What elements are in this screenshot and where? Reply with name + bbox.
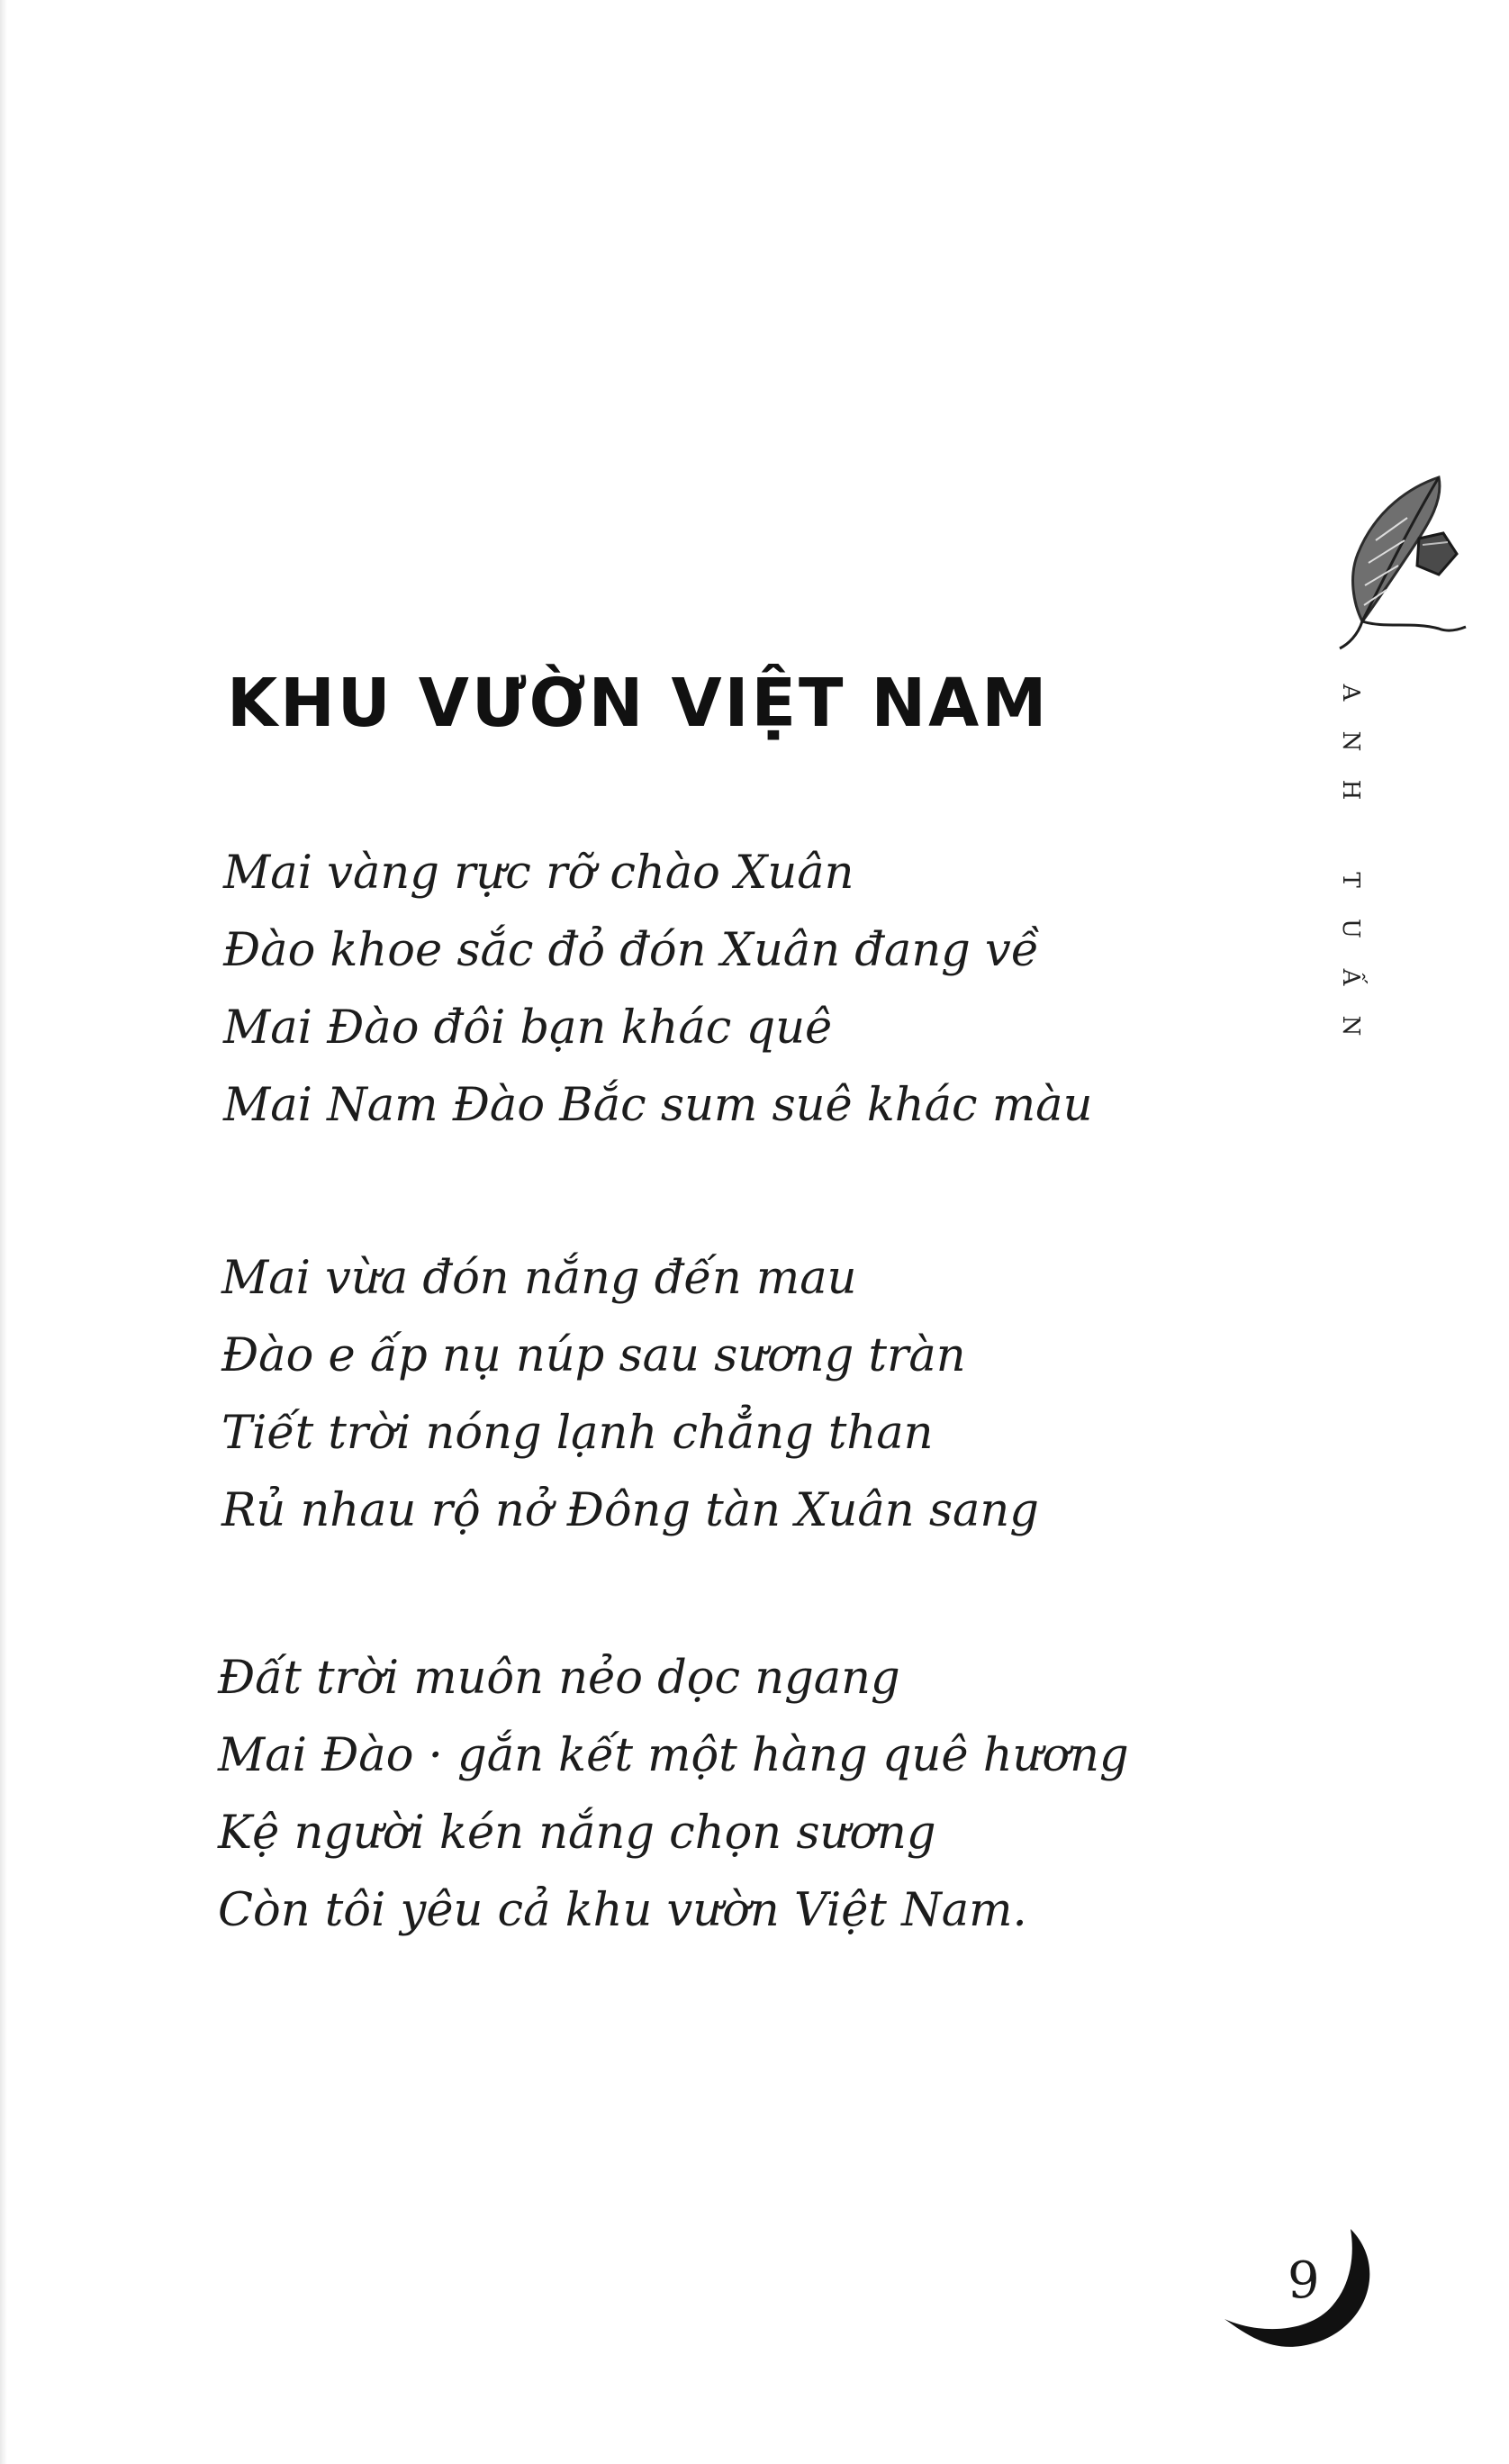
poem-line: Đào e ấp nụ núp sau sương tràn [221, 1329, 966, 1382]
poem-line: Mai vừa đón nắng đến mau [221, 1252, 857, 1305]
poem-line: Mai Đào · gắn kết một hàng quê hương [218, 1729, 1129, 1782]
page-edge [0, 0, 7, 2464]
page-number: 9 [1288, 2251, 1320, 2310]
poem-line: Còn tôi yêu cả khu vườn Việt Nam. [218, 1884, 1027, 1937]
poem-line: Tiết trời nóng lạnh chẳng than [221, 1407, 934, 1460]
poem-line: Mai Đào đôi bạn khác quê [223, 1001, 833, 1055]
author-letter: N [1337, 730, 1364, 752]
author-letter: N [1337, 1015, 1364, 1037]
quill-ink-icon [1322, 468, 1475, 657]
poem-line: Mai vàng rực rỡ chào Xuân [223, 847, 854, 900]
poem-line: Mai Nam Đào Bắc sum suê khác màu [223, 1079, 1093, 1132]
poem-title: KHU VƯỜN VIỆT NAM [227, 665, 1050, 742]
author-letter: U [1337, 919, 1364, 938]
poem-line: Kệ người kén nắng chọn sương [218, 1807, 936, 1860]
author-letter: Ấ [1337, 968, 1364, 986]
author-letter: A [1337, 684, 1364, 702]
poem-line: Rủ nhau rộ nở Đông tàn Xuân sang [221, 1484, 1039, 1537]
author-letter: H [1337, 779, 1364, 801]
author-letter: T [1337, 872, 1364, 888]
poem-line: Đất trời muôn nẻo dọc ngang [218, 1652, 900, 1705]
poem-line: Đào khoe sắc đỏ đón Xuân đang về [223, 924, 1040, 977]
